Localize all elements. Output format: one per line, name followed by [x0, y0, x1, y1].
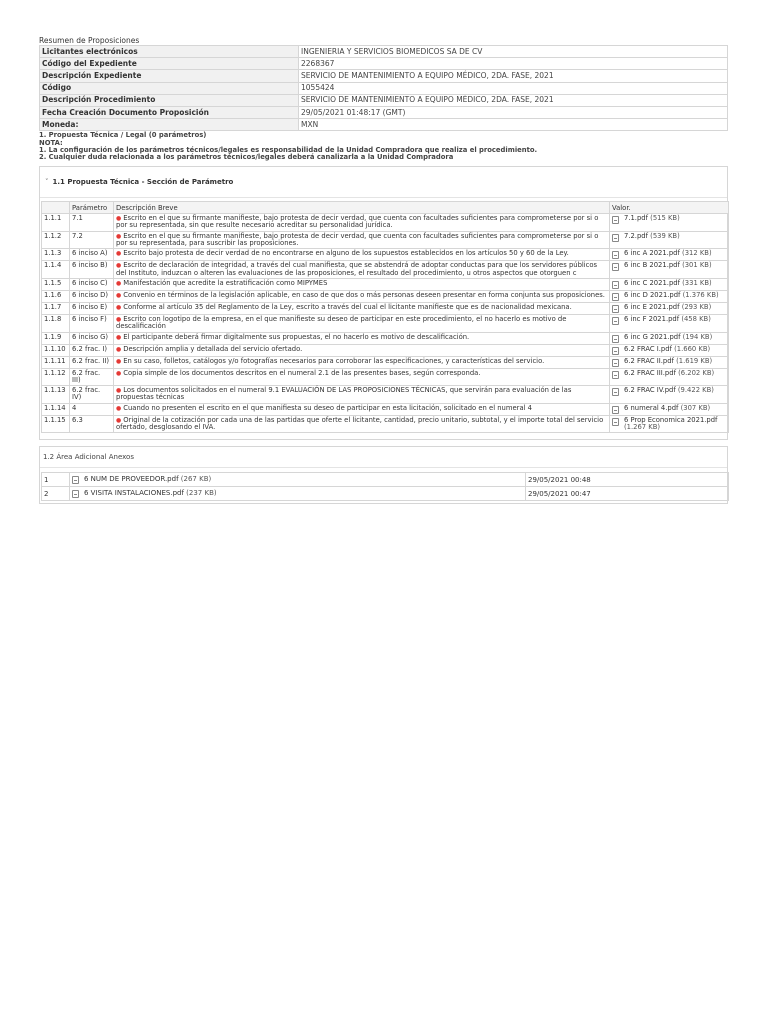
row-number: 1.1.13: [42, 386, 70, 404]
header-param: Parámetro: [70, 202, 114, 214]
row-parameter: 6 inciso G): [70, 332, 114, 344]
document-file-icon: [612, 216, 619, 224]
description-text: Copia simple de los documentos descritos en el numeral 2.1 de las presentes bases, según corresponda.: [123, 368, 481, 377]
red-dot-bullet-icon: ●: [116, 357, 122, 365]
file-text: [624, 334, 712, 341]
document-file-icon: [612, 347, 619, 355]
summary-title: Resumen de Proposiciones: [39, 36, 140, 45]
annex-row: [42, 473, 729, 487]
row-number: 1.1.11: [42, 356, 70, 368]
file-text: [624, 405, 710, 412]
description-text: Escrito de declaración de integridad, a través del cual manifiesta, que se abstendrá de adoptar conductas para que los servidores públicos del Instituto, induzcan o alteren las evaluaciones de las proposiciones, el resultado del procedimiento, u otros aspectos que otorguen c: [116, 261, 598, 277]
summary-label: Descripción Expediente: [40, 70, 299, 82]
note-line: 2. Cualquier duda relacionada a los parámetros técnicos/legales deberá canalizarla a la Unidad Compradora: [39, 152, 454, 161]
summary-label: Fecha Creación Documento Proposición: [40, 106, 299, 118]
document-file-icon: [612, 418, 619, 426]
description-text: Conforme al artículo 35 del Reglamento de la Ley, escrito a través del cual el licitante manifieste que es de nacionalidad mexicana.: [123, 302, 572, 311]
row-number: 1.1.6: [42, 290, 70, 302]
file-size: (307 KB): [680, 403, 711, 412]
summary-value: 29/05/2021 01:48:17 (GMT): [299, 106, 728, 118]
description-text: Original de la cotización por cada una de las partidas que oferte el licitante, cantidad, precio unitario, subtotal, y el importe total del servicio ofertado, desglosando el IVA.: [116, 415, 604, 431]
file-text: [624, 233, 680, 240]
summary-label: Moneda:: [40, 119, 299, 131]
file-size: (458 KB): [681, 314, 711, 323]
row-number: 1.1.9: [42, 332, 70, 344]
summary-value: 1055424: [299, 82, 728, 94]
document-file-icon: [612, 263, 619, 271]
file-text: [624, 250, 712, 257]
file-size: (1.376 KB): [682, 290, 719, 299]
header-value: Valor.: [610, 202, 729, 214]
row-description: [114, 231, 610, 249]
file-name[interactable]: 6 inc E 2021.pdf: [624, 302, 680, 311]
file-link[interactable]: [612, 280, 726, 289]
row-description: [114, 314, 610, 332]
row-value: [610, 344, 729, 356]
file-link[interactable]: [612, 417, 726, 432]
document-file-icon: [612, 335, 619, 343]
file-text: [84, 475, 211, 483]
file-size: (267 KB): [180, 475, 212, 484]
summary-row: [40, 46, 728, 58]
row-number: 1.1.2: [42, 231, 70, 249]
file-text: [624, 292, 719, 299]
file-size: (312 KB): [682, 249, 712, 258]
parameters-header-row: [42, 202, 729, 214]
note-line: 1. La configuración de los parámetros técnicos/legales es responsabilidad de la Unidad Compradora que realiza el procedimiento.: [39, 145, 538, 154]
row-description: [114, 332, 610, 344]
row-number: 1.1.15: [42, 415, 70, 433]
chevron-down-icon[interactable]: ˅: [45, 178, 49, 187]
row-parameter: 6 inciso E): [70, 302, 114, 314]
file-size: (1.267 KB): [624, 422, 661, 431]
table-row: [42, 415, 729, 433]
annex-number: 2: [42, 487, 70, 501]
file-text: [624, 387, 714, 394]
row-number: 1.1.3: [42, 249, 70, 261]
row-value: [610, 368, 729, 386]
row-parameter: 6 inciso B): [70, 261, 114, 279]
file-link[interactable]: [612, 215, 726, 224]
row-description: [114, 278, 610, 290]
row-value: [610, 302, 729, 314]
file-name[interactable]: 6.2 FRAC III.pdf: [624, 368, 676, 377]
section-title: 1.1 Propuesta Técnica - Sección de Parámetro: [52, 178, 234, 187]
file-name[interactable]: 6 inc D 2021.pdf: [624, 290, 681, 299]
header-num: [42, 202, 70, 214]
summary-value: MXN: [299, 119, 728, 131]
row-value: [610, 231, 729, 249]
file-name[interactable]: 7.2.pdf: [624, 231, 648, 240]
summary-info-table: [39, 45, 728, 131]
file-size: (301 KB): [682, 261, 712, 270]
file-name[interactable]: 7.1.pdf: [624, 214, 648, 223]
notes-block: [39, 132, 728, 161]
row-value: [610, 290, 729, 302]
row-description: [114, 302, 610, 314]
summary-row: [40, 82, 728, 94]
file-link[interactable]: [612, 387, 726, 396]
document-file-icon: [612, 234, 619, 242]
table-row: [42, 356, 729, 368]
summary-label: Código: [40, 82, 299, 94]
file-text: [624, 262, 712, 269]
table-row: [42, 332, 729, 344]
row-parameter: 6.2 frac. IV): [70, 386, 114, 404]
description-text: Convenio en términos de la legislación aplicable, en caso de que dos o más personas deseen presentar en forma conjunta sus proposiciones.: [123, 290, 605, 299]
annex-file-cell: [70, 487, 526, 501]
file-link[interactable]: [612, 346, 726, 355]
red-dot-bullet-icon: ●: [116, 279, 122, 287]
description-text: Escrito con logotipo de la empresa, en el que manifieste su deseo de participar en este procedimiento, el no hacerlo es motivo de descalificación: [116, 314, 567, 331]
document-file-icon: [612, 359, 619, 367]
file-size: (515 KB): [650, 214, 680, 223]
table-row: [42, 403, 729, 415]
file-text: [624, 304, 711, 311]
row-value: [610, 386, 729, 404]
file-name[interactable]: 6.2 FRAC IV.pdf: [624, 386, 676, 395]
row-description: [114, 344, 610, 356]
red-dot-bullet-icon: ●: [116, 404, 122, 412]
table-row: [42, 290, 729, 302]
red-dot-bullet-icon: ●: [116, 369, 122, 377]
file-text: [84, 489, 217, 497]
row-parameter: 6 inciso F): [70, 314, 114, 332]
red-dot-bullet-icon: ●: [116, 303, 122, 311]
red-dot-bullet-icon: ●: [116, 215, 122, 223]
annex-number: 1: [42, 473, 70, 487]
row-parameter: 7.1: [70, 214, 114, 232]
file-link[interactable]: [612, 370, 726, 379]
red-dot-bullet-icon: ●: [116, 315, 122, 323]
row-parameter: 6.2 frac. I): [70, 344, 114, 356]
file-name[interactable]: 6 inc A 2021.pdf: [624, 249, 680, 258]
table-row: [42, 302, 729, 314]
table-row: [42, 261, 729, 279]
summary-label: Descripción Procedimiento: [40, 94, 299, 106]
file-link[interactable]: [612, 233, 726, 242]
annex-section-title: 1.2 Área Adicional Anexos: [40, 447, 727, 468]
row-description: [114, 214, 610, 232]
red-dot-bullet-icon: ●: [116, 387, 122, 395]
file-size: (539 KB): [650, 231, 680, 240]
section-header[interactable]: [40, 167, 727, 198]
row-description: [114, 403, 610, 415]
red-dot-bullet-icon: ●: [116, 333, 122, 341]
file-link[interactable]: [612, 304, 726, 313]
file-link[interactable]: [612, 250, 726, 259]
table-row: [42, 368, 729, 386]
header-desc: Descripción Breve: [114, 202, 610, 214]
row-parameter: 6.2 frac. III): [70, 368, 114, 386]
document-file-icon: [612, 305, 619, 313]
summary-row: [40, 119, 728, 131]
document-file-icon: [72, 490, 79, 498]
summary-row: [40, 70, 728, 82]
file-text: [624, 346, 710, 353]
file-size: (293 KB): [681, 302, 712, 311]
file-size: (194 KB): [682, 332, 713, 341]
parameters-table: [41, 201, 729, 433]
red-dot-bullet-icon: ●: [116, 416, 122, 424]
description-text: Los documentos solicitados en el numeral 9.1 EVALUACIÓN DE LAS PROPOSICIONES TÉCNICAS, que servirán para evaluación de las propuestas técnicas: [116, 386, 572, 402]
document-file-icon: [612, 371, 619, 379]
file-link[interactable]: [612, 334, 726, 343]
row-number: 1.1.12: [42, 368, 70, 386]
row-number: 1.1.4: [42, 261, 70, 279]
annex-section: [39, 446, 728, 504]
annex-file-link[interactable]: [72, 475, 523, 484]
red-dot-bullet-icon: ●: [116, 291, 122, 299]
row-description: [114, 386, 610, 404]
row-parameter: 7.2: [70, 231, 114, 249]
annex-row: [42, 487, 729, 501]
description-text: Escrito en el que su firmante manifieste, bajo protesta de decir verdad, que cuenta con facultades suficientes para comprometerse por si o por su representada, para suscribir las proposiciones.: [116, 231, 599, 248]
summary-value: INGENIERIA Y SERVICIOS BIOMEDICOS SA DE CV: [299, 46, 728, 58]
file-name[interactable]: 6 inc G 2021.pdf: [624, 332, 681, 341]
document-file-icon: [612, 281, 619, 289]
table-row: [42, 278, 729, 290]
row-value: [610, 356, 729, 368]
file-name[interactable]: 6.2 FRAC I.pdf: [624, 344, 672, 353]
file-text: [624, 358, 712, 365]
annex-file-link[interactable]: [72, 489, 523, 498]
annex-date: 29/05/2021 00:48: [526, 473, 729, 487]
description-text: En su caso, folletos, catálogos y/o fotografías necesarios para corroborar las especificaciones, y características del servicio.: [123, 356, 545, 365]
file-link[interactable]: [612, 316, 726, 325]
row-description: [114, 415, 610, 433]
row-number: 1.1.14: [42, 403, 70, 415]
row-value: [610, 261, 729, 279]
row-value: [610, 415, 729, 433]
file-text: [624, 316, 711, 323]
row-number: 1.1.8: [42, 314, 70, 332]
document-file-icon: [612, 293, 619, 301]
file-link[interactable]: [612, 358, 726, 367]
annex-table: [41, 472, 729, 501]
file-link[interactable]: [612, 405, 726, 414]
file-name[interactable]: 6 VISITA INSTALACIONES.pdf: [84, 489, 184, 498]
description-text: Escrito en el que su firmante manifieste, bajo protesta de decir verdad, que cuenta con facultades suficientes para comprometerse por si o por su representada, sin que resulte necesario acreditar su personalidad jurídica.: [116, 214, 599, 230]
red-dot-bullet-icon: ●: [116, 345, 122, 353]
file-link[interactable]: [612, 262, 726, 271]
row-description: [114, 290, 610, 302]
table-row: [42, 314, 729, 332]
file-name[interactable]: 6 inc C 2021.pdf: [624, 278, 680, 287]
row-parameter: 6 inciso C): [70, 278, 114, 290]
row-parameter: 4: [70, 403, 114, 415]
row-number: 1.1.5: [42, 278, 70, 290]
file-name[interactable]: 6.2 FRAC II.pdf: [624, 356, 674, 365]
note-line: 1. Propuesta Técnica / Legal (0 parámetros): [39, 131, 207, 140]
row-value: [610, 403, 729, 415]
description-text: Manifestación que acredite la estratificación como MIPYMES: [123, 278, 328, 287]
description-text: Cuando no presenten el escrito en el que manifiesta su deseo de participar en esta licitación, solicitado en el numeral 4: [123, 403, 532, 412]
file-name[interactable]: 6 Prop Economica 2021.pdf: [624, 415, 718, 424]
file-text: [624, 215, 680, 222]
summary-label: Código del Expediente: [40, 58, 299, 70]
file-text: [624, 370, 714, 377]
row-parameter: 6 inciso D): [70, 290, 114, 302]
document-file-icon: [612, 317, 619, 325]
red-dot-bullet-icon: ●: [116, 262, 122, 270]
table-row: [42, 249, 729, 261]
summary-row: [40, 94, 728, 106]
file-name[interactable]: 6 NUM DE PROVEEDOR.pdf: [84, 475, 179, 484]
summary-value: 2268367: [299, 58, 728, 70]
summary-label: Licitantes electrónicos: [40, 46, 299, 58]
table-row: [42, 344, 729, 356]
file-text: [624, 417, 726, 432]
description-text: El participante deberá firmar digitalmente sus propuestas, el no hacerlo es motivo de descalificación.: [123, 332, 470, 341]
row-value: [610, 278, 729, 290]
file-name[interactable]: 6 inc F 2021.pdf: [624, 314, 680, 323]
row-number: 1.1.10: [42, 344, 70, 356]
row-number: 1.1.1: [42, 214, 70, 232]
row-description: [114, 261, 610, 279]
file-size: (1.619 KB): [676, 356, 713, 365]
proposal-summary-page: [39, 36, 728, 504]
summary-row: [40, 106, 728, 118]
document-file-icon: [612, 251, 619, 259]
document-file-icon: [612, 388, 619, 396]
file-name[interactable]: 6 numeral 4.pdf: [624, 403, 679, 412]
annex-file-cell: [70, 473, 526, 487]
table-row: [42, 214, 729, 232]
file-size: (1.660 KB): [674, 344, 711, 353]
document-file-icon: [72, 476, 79, 484]
row-value: [610, 332, 729, 344]
row-parameter: 6.3: [70, 415, 114, 433]
description-text: Descripción amplia y detallada del servicio ofertado.: [123, 344, 303, 353]
file-size: (237 KB): [186, 489, 217, 498]
row-parameter: 6.2 frac. II): [70, 356, 114, 368]
file-name[interactable]: 6 inc B 2021.pdf: [624, 261, 680, 270]
row-parameter: 6 inciso A): [70, 249, 114, 261]
file-text: [624, 280, 712, 287]
row-description: [114, 249, 610, 261]
annex-date: 29/05/2021 00:47: [526, 487, 729, 501]
red-dot-bullet-icon: ●: [116, 250, 122, 258]
technical-proposal-section: [39, 166, 728, 440]
description-text: Escrito bajo protesta de decir verdad de no encontrarse en alguno de los supuestos establecidos en los artículos 50 y 60 de la Ley.: [123, 249, 569, 258]
red-dot-bullet-icon: ●: [116, 232, 122, 240]
document-file-icon: [612, 406, 619, 414]
table-row: [42, 231, 729, 249]
row-description: [114, 368, 610, 386]
row-description: [114, 356, 610, 368]
note-line: NOTA:: [39, 138, 63, 147]
file-size: (9.422 KB): [677, 386, 714, 395]
file-size: (331 KB): [682, 278, 712, 287]
summary-value: SERVICIO DE MANTENIMIENTO A EQUIPO MÉDICO, 2DA. FASE, 2021: [299, 70, 728, 82]
row-number: 1.1.7: [42, 302, 70, 314]
row-value: [610, 314, 729, 332]
summary-row: [40, 58, 728, 70]
row-value: [610, 249, 729, 261]
file-link[interactable]: [612, 292, 726, 301]
file-size: (6.202 KB): [678, 368, 715, 377]
row-value: [610, 214, 729, 232]
table-row: [42, 386, 729, 404]
summary-value: SERVICIO DE MANTENIMIENTO A EQUIPO MÉDICO, 2DA. FASE, 2021: [299, 94, 728, 106]
